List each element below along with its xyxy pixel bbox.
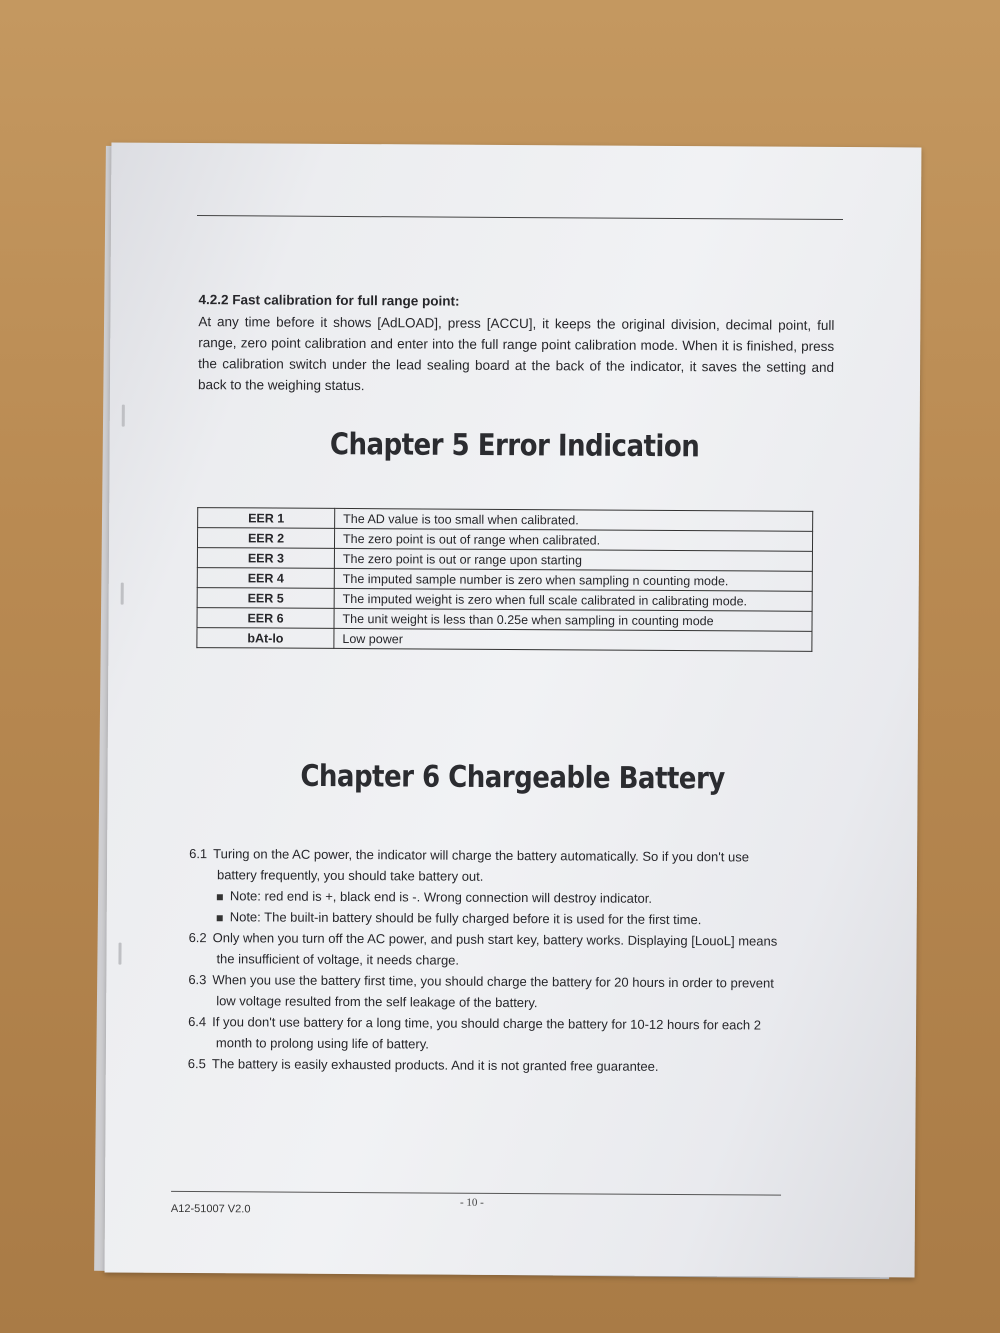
section-body: At any time before it shows [AdLOAD], press [ACCU], it keeps the original division, decimal point, full range, zero point calibration and enter into the full range point calibration mode. When it is finished, press the calibration switch under the lead sealing board at the back of the indicator, it saves the setting and back to the weighing status. [197, 314, 835, 394]
item-text: The battery is easily exhausted products. And it is not granted free guarantee. [211, 1056, 659, 1074]
note-text: Note: red end is +, black end is -. Wrong connection will destroy indicator. [229, 888, 653, 906]
item-number: 6.2 [188, 930, 207, 946]
item-continuation: the insufficient of voltage, it needs charge. [216, 951, 460, 968]
battery-section [188, 843, 829, 1078]
error-code: bAt-lo [197, 628, 334, 649]
document-code: A12-51007 V2.0 [170, 1202, 251, 1216]
item-text: When you use the battery first time, you should charge the battery for 20 hours in order to prevent [212, 972, 774, 991]
bullet-square-icon [217, 894, 223, 900]
staple-mark [121, 583, 124, 605]
error-description: The imputed sample number is zero when sampling n counting mode. [334, 568, 812, 591]
item-text: Only when you turn off the AC power, and push start key, battery works. Displaying [LouoL] means [212, 930, 778, 949]
error-code: EER 1 [198, 508, 335, 529]
error-description: The AD value is too small when calibrated. [335, 508, 813, 531]
item-number: 6.4 [188, 1014, 207, 1030]
error-code: EER 6 [197, 608, 334, 629]
document-page [105, 143, 922, 1278]
item-text: Turing on the AC power, the indicator will charge the battery automatically. So if you don't use [213, 846, 750, 865]
chapter-6-title: Chapter 6 Chargeable Battery [300, 759, 725, 797]
item-text: If you don't use battery for a long time, you should charge the battery for 10-12 hours for each 2 [212, 1014, 762, 1033]
section-heading: 4.2.2 Fast calibration for full range point: [198, 292, 460, 309]
item-number: 6.1 [189, 846, 208, 862]
item-number: 6.5 [187, 1056, 206, 1072]
chapter-5-title: Chapter 5 Error Indication [329, 427, 700, 465]
error-description: The zero point is out or range upon starting [334, 548, 812, 571]
item-continuation: battery frequently, you should take battery out. [216, 867, 484, 884]
footer-rule [171, 1191, 781, 1196]
error-description: The zero point is out of range when calibrated. [334, 528, 812, 551]
error-code: EER 2 [197, 528, 334, 549]
error-description: Low power [334, 628, 812, 651]
section-4-2-2 [198, 289, 835, 399]
list-item [188, 1053, 828, 1078]
item-number: 6.3 [188, 972, 207, 988]
staple-mark [118, 943, 121, 965]
error-description: The imputed weight is zero when full scale calibrated in calibrating mode. [334, 588, 812, 611]
error-code: EER 3 [197, 548, 334, 569]
item-continuation: month to prolong using life of battery. [215, 1035, 429, 1052]
staple-mark [122, 405, 125, 427]
item-continuation: low voltage resulted from the self leakage of the battery. [216, 993, 538, 1011]
bullet-square-icon [217, 915, 223, 921]
header-rule [197, 215, 843, 220]
error-code: EER 5 [197, 588, 334, 609]
note-text: Note: The built-in battery should be fully charged before it is used for the first time. [229, 909, 702, 928]
error-description: The unit weight is less than 0.25e when sampling in counting mode [334, 608, 812, 631]
table-row [197, 628, 812, 652]
page-number: - 10 - [459, 1196, 484, 1209]
error-table [196, 507, 813, 652]
error-code: EER 4 [197, 568, 334, 589]
